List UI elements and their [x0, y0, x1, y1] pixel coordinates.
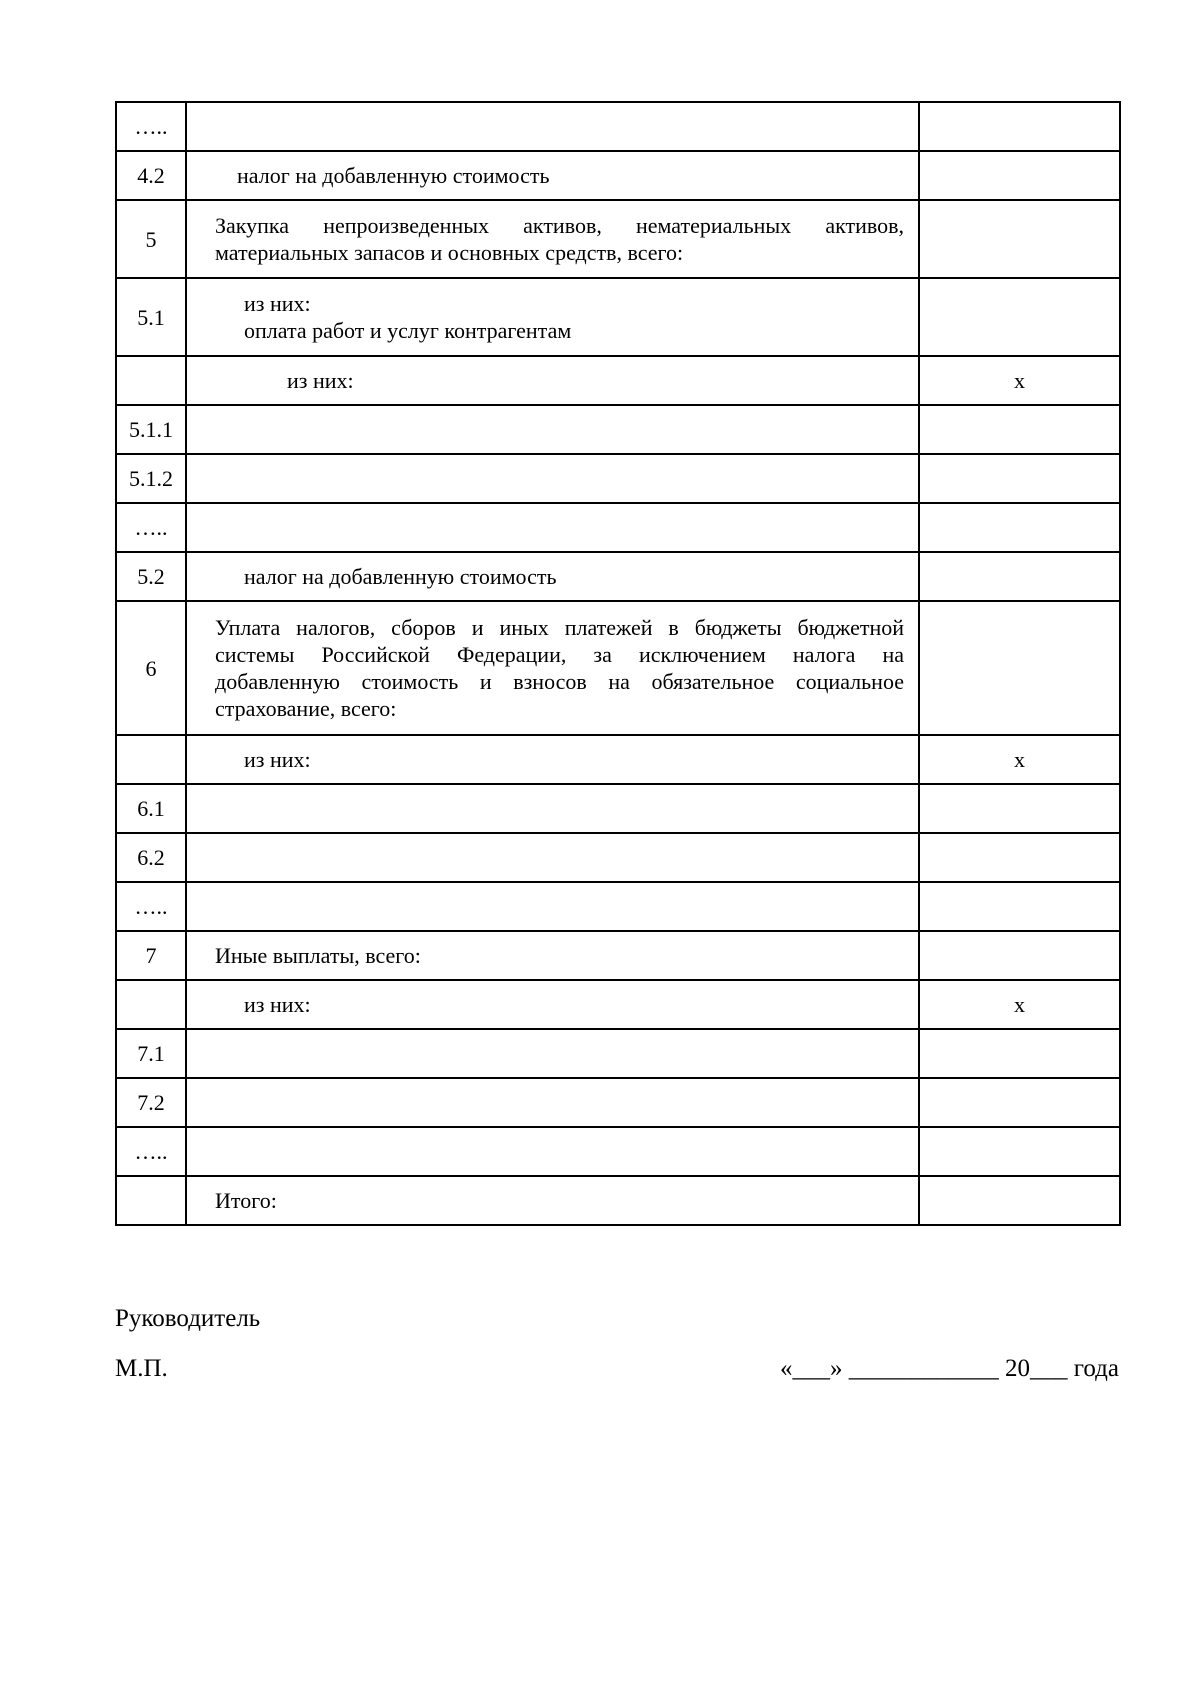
row-value — [919, 882, 1120, 931]
row-value — [919, 931, 1120, 980]
row-description — [186, 405, 919, 454]
row-description — [186, 833, 919, 882]
row-number: 6 — [116, 601, 186, 735]
row-number: 6.1 — [116, 784, 186, 833]
row-value — [919, 405, 1120, 454]
row-value — [919, 552, 1120, 601]
total-label: Итого: — [186, 1176, 919, 1225]
row-number: 6.2 — [116, 833, 186, 882]
row-value — [919, 1127, 1120, 1176]
row-description — [186, 882, 919, 931]
row-description — [186, 1127, 919, 1176]
row-number: 5.2 — [116, 552, 186, 601]
table-row — [116, 552, 1120, 601]
row-description — [186, 356, 919, 405]
table-row — [116, 1127, 1120, 1176]
row-number: 5.1 — [116, 278, 186, 356]
table-row — [116, 1078, 1120, 1127]
row-number: 7.1 — [116, 1029, 186, 1078]
row-description — [186, 454, 919, 503]
table-row — [116, 601, 1120, 735]
row-number: 4.2 — [116, 151, 186, 200]
table-row — [116, 784, 1120, 833]
row-value — [919, 784, 1120, 833]
row-value — [919, 601, 1120, 735]
total-number-cell — [116, 1176, 186, 1225]
table-row — [116, 151, 1120, 200]
row-number: 7 — [116, 931, 186, 980]
row-description — [186, 503, 919, 552]
head-signature-label: Руководитель — [115, 1305, 261, 1332]
row-description-line: из них: — [244, 291, 311, 316]
row-number: 5 — [116, 200, 186, 278]
stamp-label: М.П. — [115, 1355, 168, 1382]
table-row — [116, 200, 1120, 278]
date-line: «___» ____________ 20___ года — [780, 1355, 1119, 1382]
row-value: x — [919, 356, 1120, 405]
table-row — [116, 1029, 1120, 1078]
row-description — [186, 552, 919, 601]
row-value — [919, 102, 1120, 151]
row-value — [919, 1029, 1120, 1078]
row-number: 7.2 — [116, 1078, 186, 1127]
row-number: ….. — [116, 503, 186, 552]
row-description — [186, 1029, 919, 1078]
row-value — [919, 503, 1120, 552]
table-row — [116, 931, 1120, 980]
row-description — [186, 102, 919, 151]
row-description — [186, 735, 919, 784]
payments-table — [115, 101, 1121, 1226]
table-row — [116, 833, 1120, 882]
row-description-text: налог на добавленную стоимость — [237, 163, 550, 188]
row-description — [186, 151, 919, 200]
table-row — [116, 278, 1120, 356]
table-row — [116, 980, 1120, 1029]
row-description — [186, 784, 919, 833]
row-value — [919, 278, 1120, 356]
row-description: Закупка непроизведенных активов, нематериальных активов, материальных запасов и основных средств, всего: — [186, 200, 919, 278]
table-row — [116, 454, 1120, 503]
row-description-text: из них: — [244, 747, 311, 772]
row-description — [186, 1078, 919, 1127]
row-number: ….. — [116, 882, 186, 931]
row-value — [919, 833, 1120, 882]
row-value — [919, 454, 1120, 503]
row-value: x — [919, 980, 1120, 1029]
table-row — [116, 735, 1120, 784]
table-row — [116, 356, 1120, 405]
row-number: 5.1.1 — [116, 405, 186, 454]
row-description-line: оплата работ и услуг контрагентам — [244, 318, 572, 343]
row-description-text: из них: — [244, 992, 311, 1017]
table-row — [116, 405, 1120, 454]
total-value — [919, 1176, 1120, 1225]
row-number: ….. — [116, 102, 186, 151]
row-description-text: из них: — [287, 368, 354, 393]
row-number — [116, 356, 186, 405]
row-number — [116, 980, 186, 1029]
row-description — [186, 980, 919, 1029]
row-number — [116, 735, 186, 784]
row-description-text: налог на добавленную стоимость — [244, 564, 557, 589]
row-value — [919, 151, 1120, 200]
row-number: 5.1.2 — [116, 454, 186, 503]
table-row — [116, 882, 1120, 931]
row-number: ….. — [116, 1127, 186, 1176]
table-row — [116, 102, 1120, 151]
row-description: Уплата налогов, сборов и иных платежей в бюджеты бюджетной системы Российской Федерации, за исключением налога на добавленную стоимость и взносов на обязательное социальное страхование, всего: — [186, 601, 919, 735]
row-description — [186, 278, 919, 356]
row-value — [919, 1078, 1120, 1127]
row-value: x — [919, 735, 1120, 784]
row-value — [919, 200, 1120, 278]
total-row — [116, 1176, 1120, 1225]
row-description: Иные выплаты, всего: — [186, 931, 919, 980]
table-row — [116, 503, 1120, 552]
